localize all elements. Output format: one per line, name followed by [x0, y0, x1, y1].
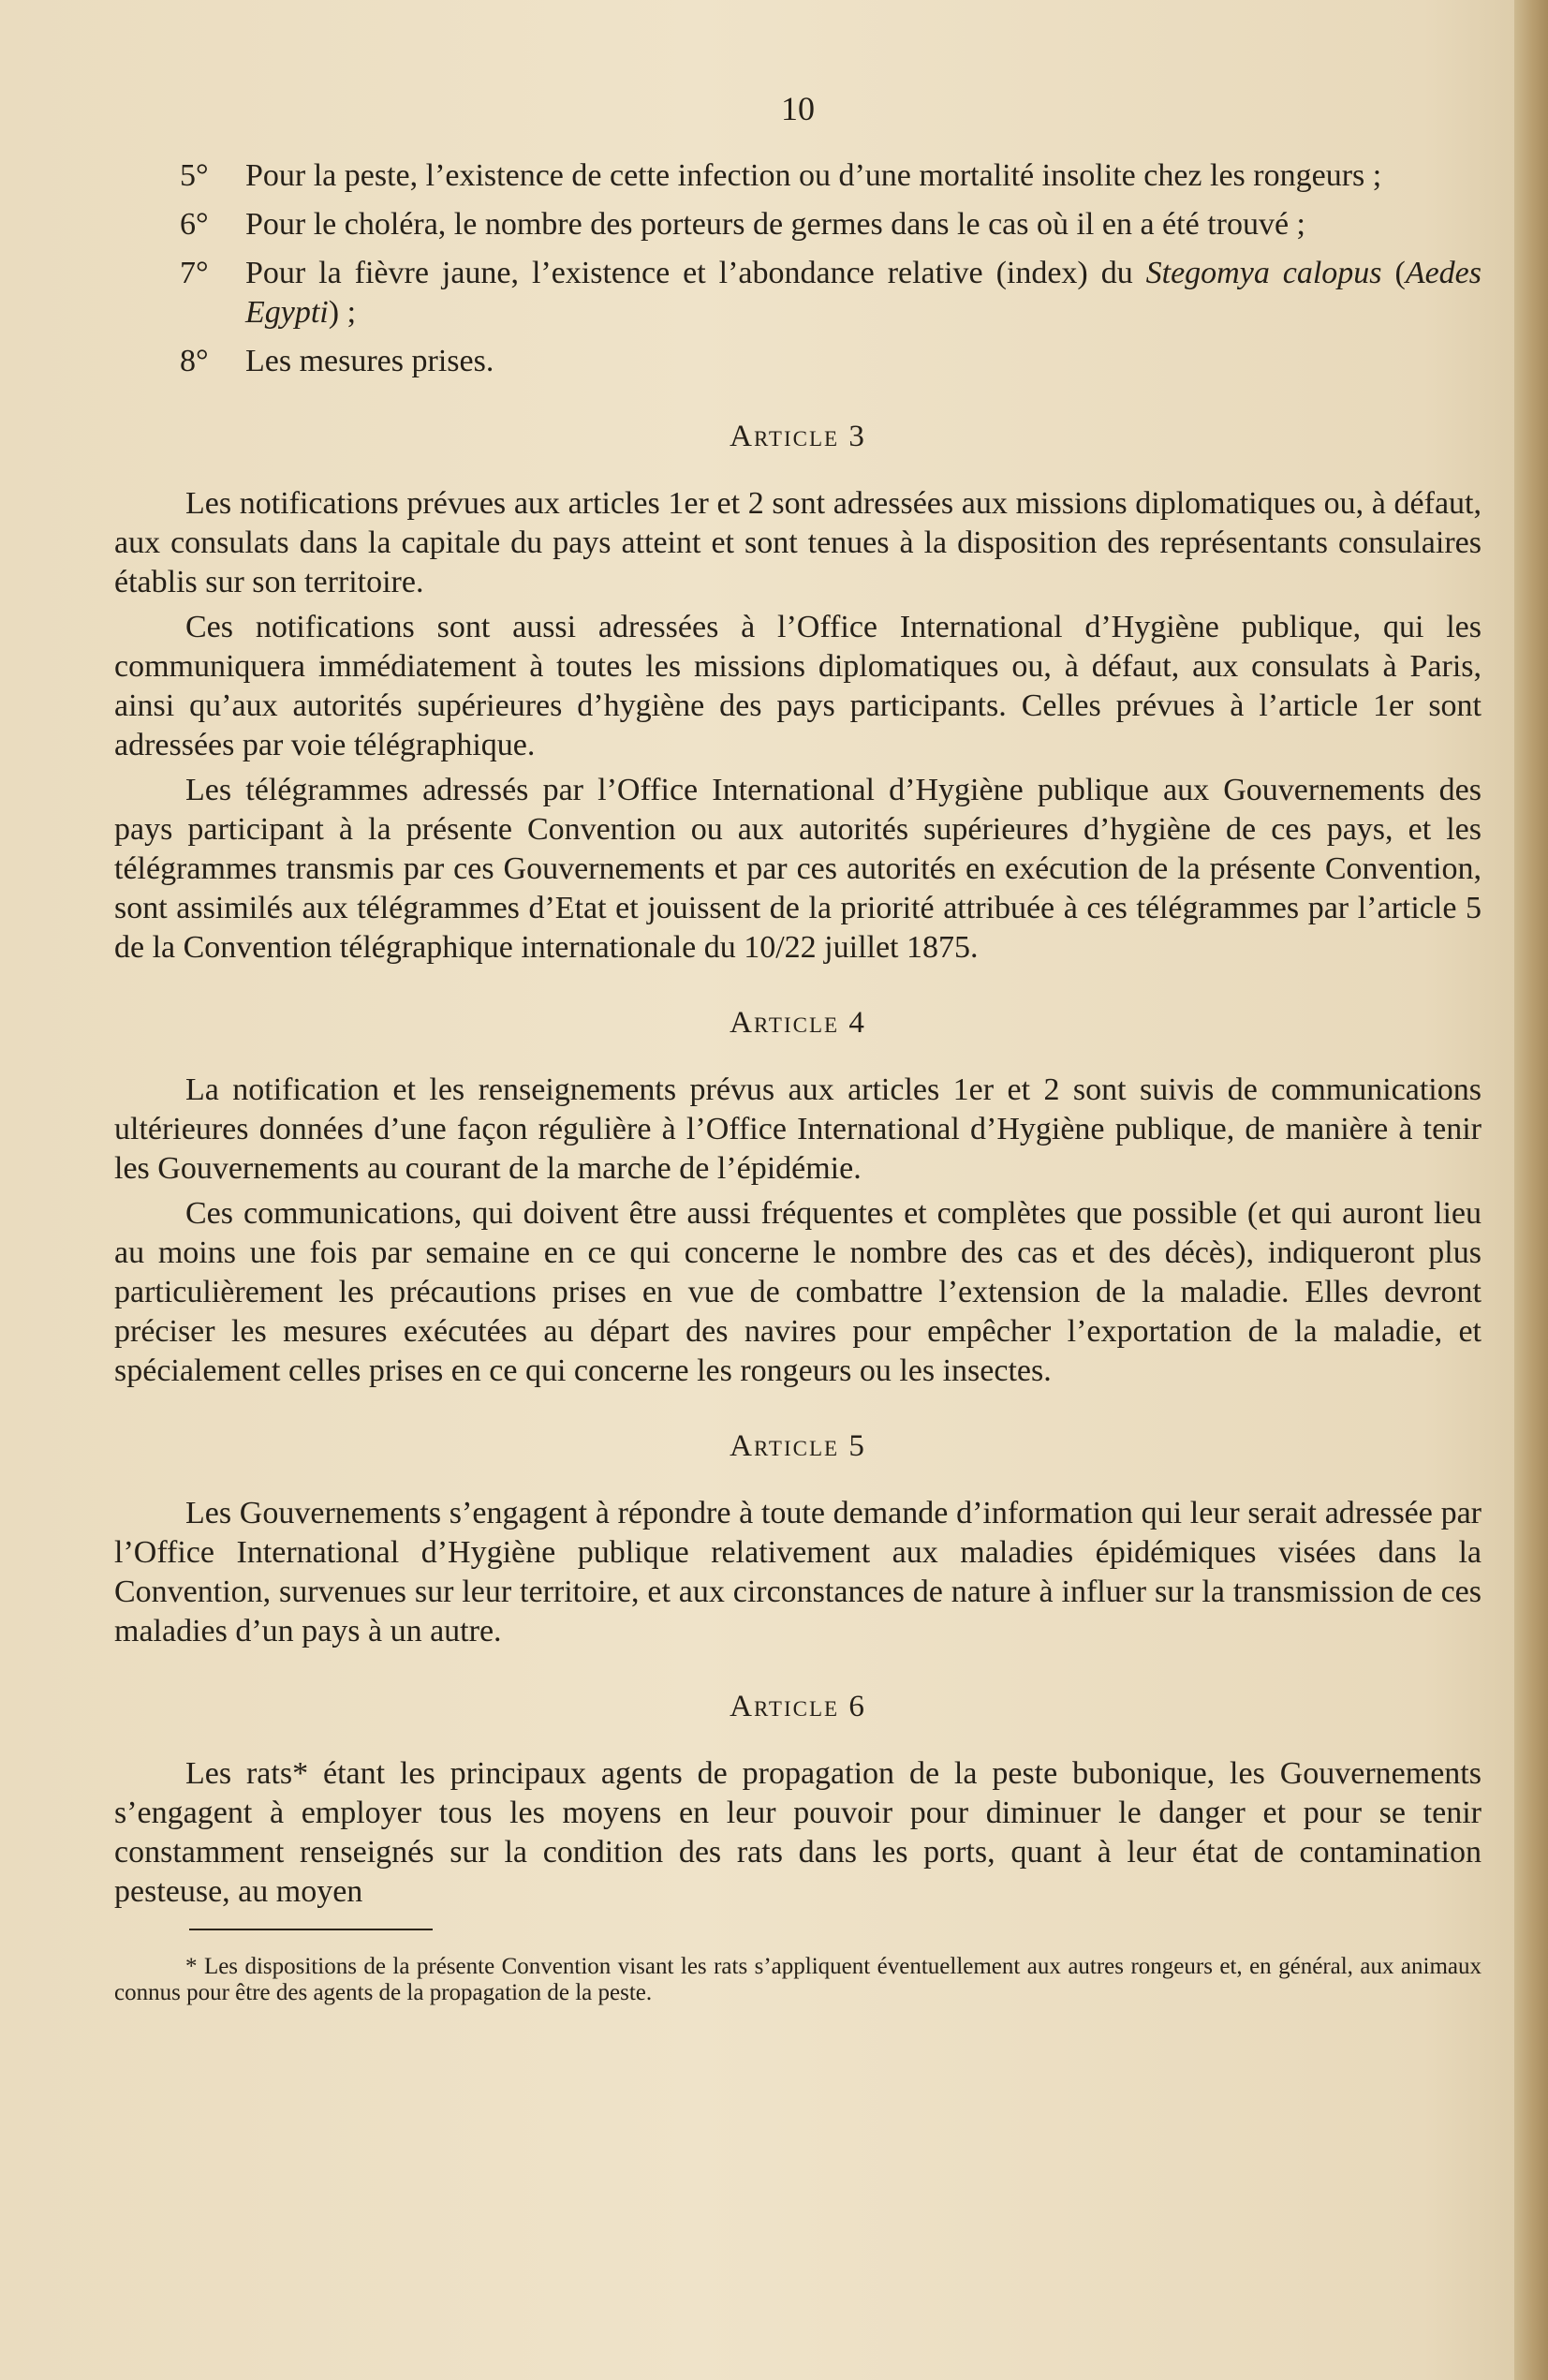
- list-item-text: Pour la peste, l’existence de cette infection ou d’une mortalité insolite chez les rongeurs ;: [245, 158, 1382, 193]
- list-item-number: 5°: [180, 158, 209, 193]
- book-spine-shadow: [1514, 0, 1548, 2380]
- article-heading: Article 4: [730, 1006, 866, 1040]
- article-4: [114, 1003, 1482, 1391]
- list-item-text: ) ;: [328, 295, 357, 330]
- paragraph: Ces communications, qui doivent être aussi fréquentes et complètes que possible (et qui auront lieu au moins une fois par semaine en ce qui concerne le nombre des cas et des décès), indiqueront plus particulièrement les précautions prises en vue de combattre l’extension de la maladie. Elles devront préciser les mesures exécutées au départ des navires pour empêcher l’exportation de la maladie, et spécialement celles prises en ce qui concerne les rongeurs ou les insectes.: [114, 1196, 1482, 1388]
- footnote-divider: [189, 1929, 433, 1930]
- species-name: Stegomya calopus: [1145, 256, 1382, 290]
- list-item-text: (: [1381, 256, 1406, 290]
- article-3: [114, 417, 1482, 968]
- list-item: [114, 254, 1482, 333]
- species-synonym: Aedes Egypti: [245, 256, 1482, 330]
- article-heading: Article 6: [730, 1690, 866, 1723]
- list-item-text: Les mesures prises.: [245, 344, 494, 378]
- article-6: [114, 1687, 1482, 1912]
- paragraph: Les notifications prévues aux articles 1er et 2 sont adressées aux missions diplomatiques ou, à défaut, aux consulats dans la capitale du pays atteint et sont tenues à la disposition des représentants consulaires établis sur son territoire.: [114, 486, 1482, 599]
- paragraph: Ces notifications sont aussi adressées à l’Office International d’Hygiène publique, qui les communiquera immédiatement à toutes les missions diplomatiques ou, à défaut, aux consulats à Paris, ainsi qu’aux autorités supérieures d’hygiène des pays participants. Celles prévues à l’article 1er sont adressées par voie télégraphique.: [114, 610, 1482, 762]
- paragraph: Les Gouvernements s’engagent à répondre à toute demande d’information qui leur serait adressée par l’Office International d’Hygiène publique relativement aux maladies épidémiques visées dans la Convention, survenues sur leur territoire, et aux circonstances de nature à influer sur la transmission de ces maladies d’un pays à un autre.: [114, 1496, 1482, 1648]
- list-item-text: Pour le choléra, le nombre des porteurs de germes dans le cas où il en a été trouvé ;: [245, 207, 1305, 242]
- footnote: * Les dispositions de la présente Convention visant les rats s’appliquent éventuellement aux autres rongeurs et, en général, aux animaux connus pour être des agents de la propagation de la peste.: [114, 1954, 1482, 2005]
- page-number: 10: [781, 90, 815, 127]
- article-heading: Article 3: [730, 420, 866, 453]
- list-item-text: Pour la fièvre jaune, l’existence et l’abondance relative (index) du: [245, 256, 1146, 290]
- list-item: [114, 156, 1482, 196]
- article-5: [114, 1427, 1482, 1651]
- paragraph: La notification et les renseignements prévus aux articles 1er et 2 sont suivis de communications ultérieures données d’une façon régulière à l’Office International d’Hygiène publique, de manière à tenir les Gouvernements au courant de la marche de l’épidémie.: [114, 1072, 1482, 1186]
- paragraph: Les télégrammes adressés par l’Office International d’Hygiène publique aux Gouvernements des pays participant à la présente Convention ou aux autorités supérieures d’hygiène de ces pays, et les télégrammes transmis par ces Gouvernements et par ces autorités en exécution de la présente Convention, sont assimilés aux télégrammes d’Etat et jouissent de la priorité attribuée à ces télégrammes par l’article 5 de la Convention télégraphique internationale du 10/22 juillet 1875.: [114, 773, 1482, 965]
- list-item-number: 6°: [180, 207, 209, 242]
- article-heading: Article 5: [730, 1429, 866, 1463]
- enumerated-list: [114, 156, 1482, 381]
- paragraph: Les rats* étant les principaux agents de propagation de la peste bubonique, les Gouvernements s’engagent à employer tous les moyens en leur pouvoir pour diminuer le danger et pour se tenir constamment renseignés sur la condition des rats dans les ports, quant à leur état de contamination pesteuse, au moyen: [114, 1756, 1482, 1909]
- list-item-number: 8°: [180, 344, 209, 378]
- list-item: [114, 342, 1482, 381]
- list-item: [114, 205, 1482, 244]
- page-content: [114, 89, 1482, 2030]
- list-item-number: 7°: [180, 256, 209, 290]
